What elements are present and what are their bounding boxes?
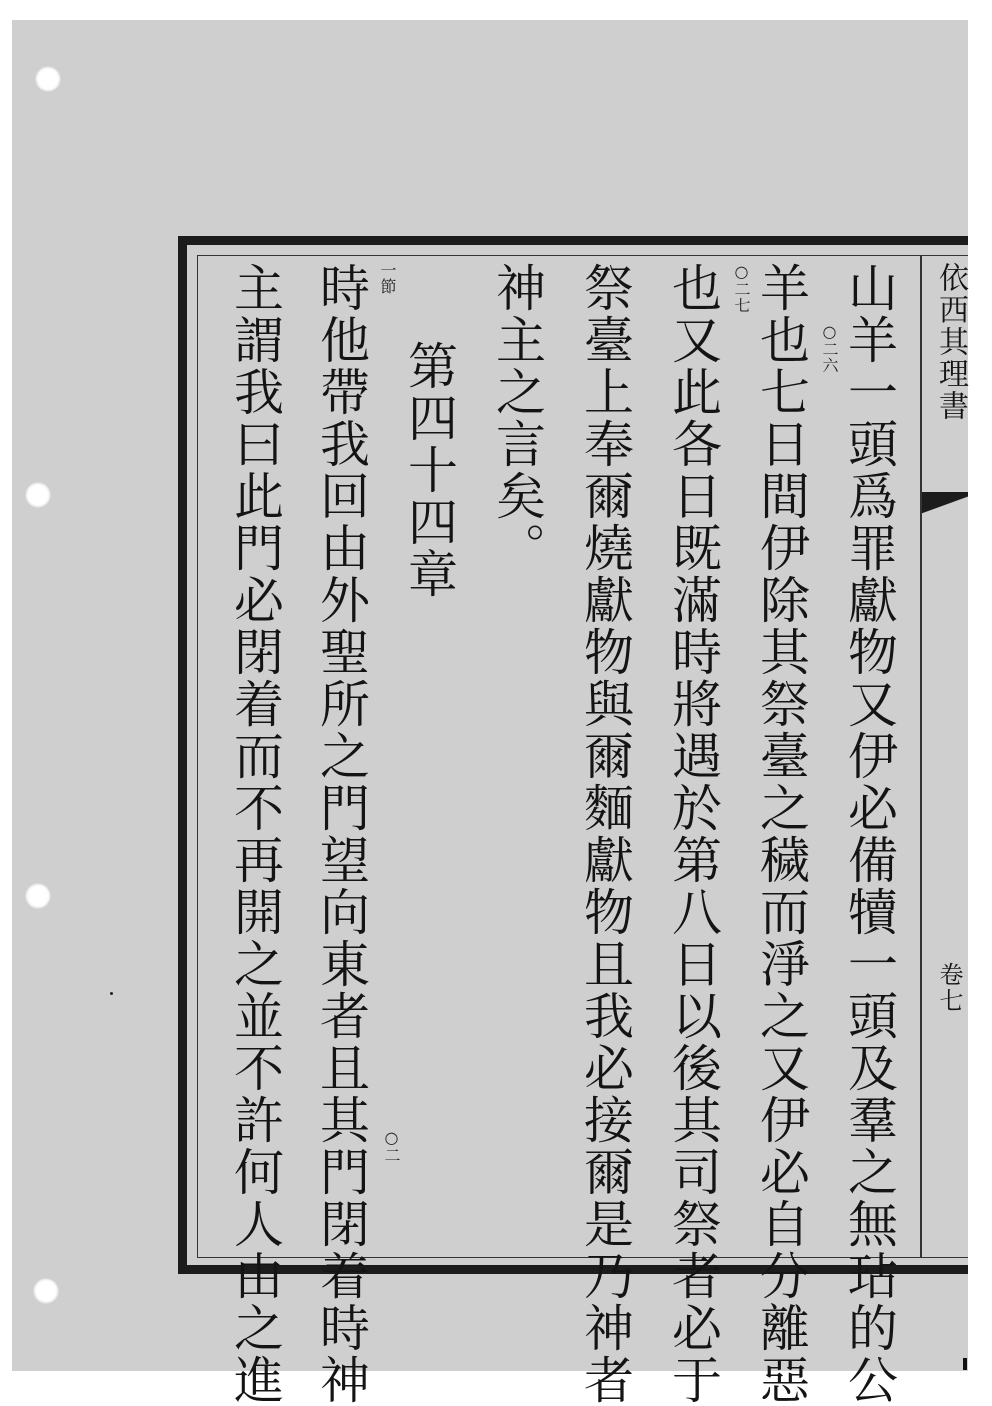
binder-hole-4 [33, 1278, 59, 1304]
verse-note-27: ○二七 [732, 262, 751, 313]
book-title: 依西其理書 [933, 262, 968, 422]
edge-mark [963, 1358, 967, 1370]
speck [110, 992, 113, 995]
verse-note-26: ○二六 [820, 322, 839, 373]
margin-rule [920, 255, 922, 1258]
text-column-4: 祭臺上奉爾燒獻物與爾麵獻物且我必接爾是乃神者 [576, 262, 634, 1406]
binder-hole-3 [25, 883, 51, 909]
verse-note-section: 一節 [378, 262, 397, 294]
text-column-7: 時他帶我回由外聖所之門望向東者且其門閉着時神 [312, 262, 370, 1406]
verse-note-2: ○二 [382, 1128, 401, 1163]
text-column-5: 神主之言矣。 [488, 262, 546, 574]
text-column-3: 也又此各日既滿時將遇於第八日以後其司祭者必于 [664, 262, 722, 1406]
text-column-1: 山羊一頭爲罪獻物又伊必備犢一頭及羣之無玷的公 [840, 262, 898, 1406]
text-column-8: 主謂我曰此門必閉着而不再開之並不許何人由之進 [226, 262, 284, 1406]
page-number: 卷七 [935, 962, 963, 1014]
binder-hole-2 [25, 482, 51, 508]
fish-tail-ornament [922, 492, 968, 522]
chapter-heading: 第四十四章 [400, 340, 458, 600]
text-column-2: 羊也七日間伊除其祭臺之穢而淨之又伊必自分離惡 [752, 262, 810, 1406]
binder-hole-1 [35, 66, 61, 92]
